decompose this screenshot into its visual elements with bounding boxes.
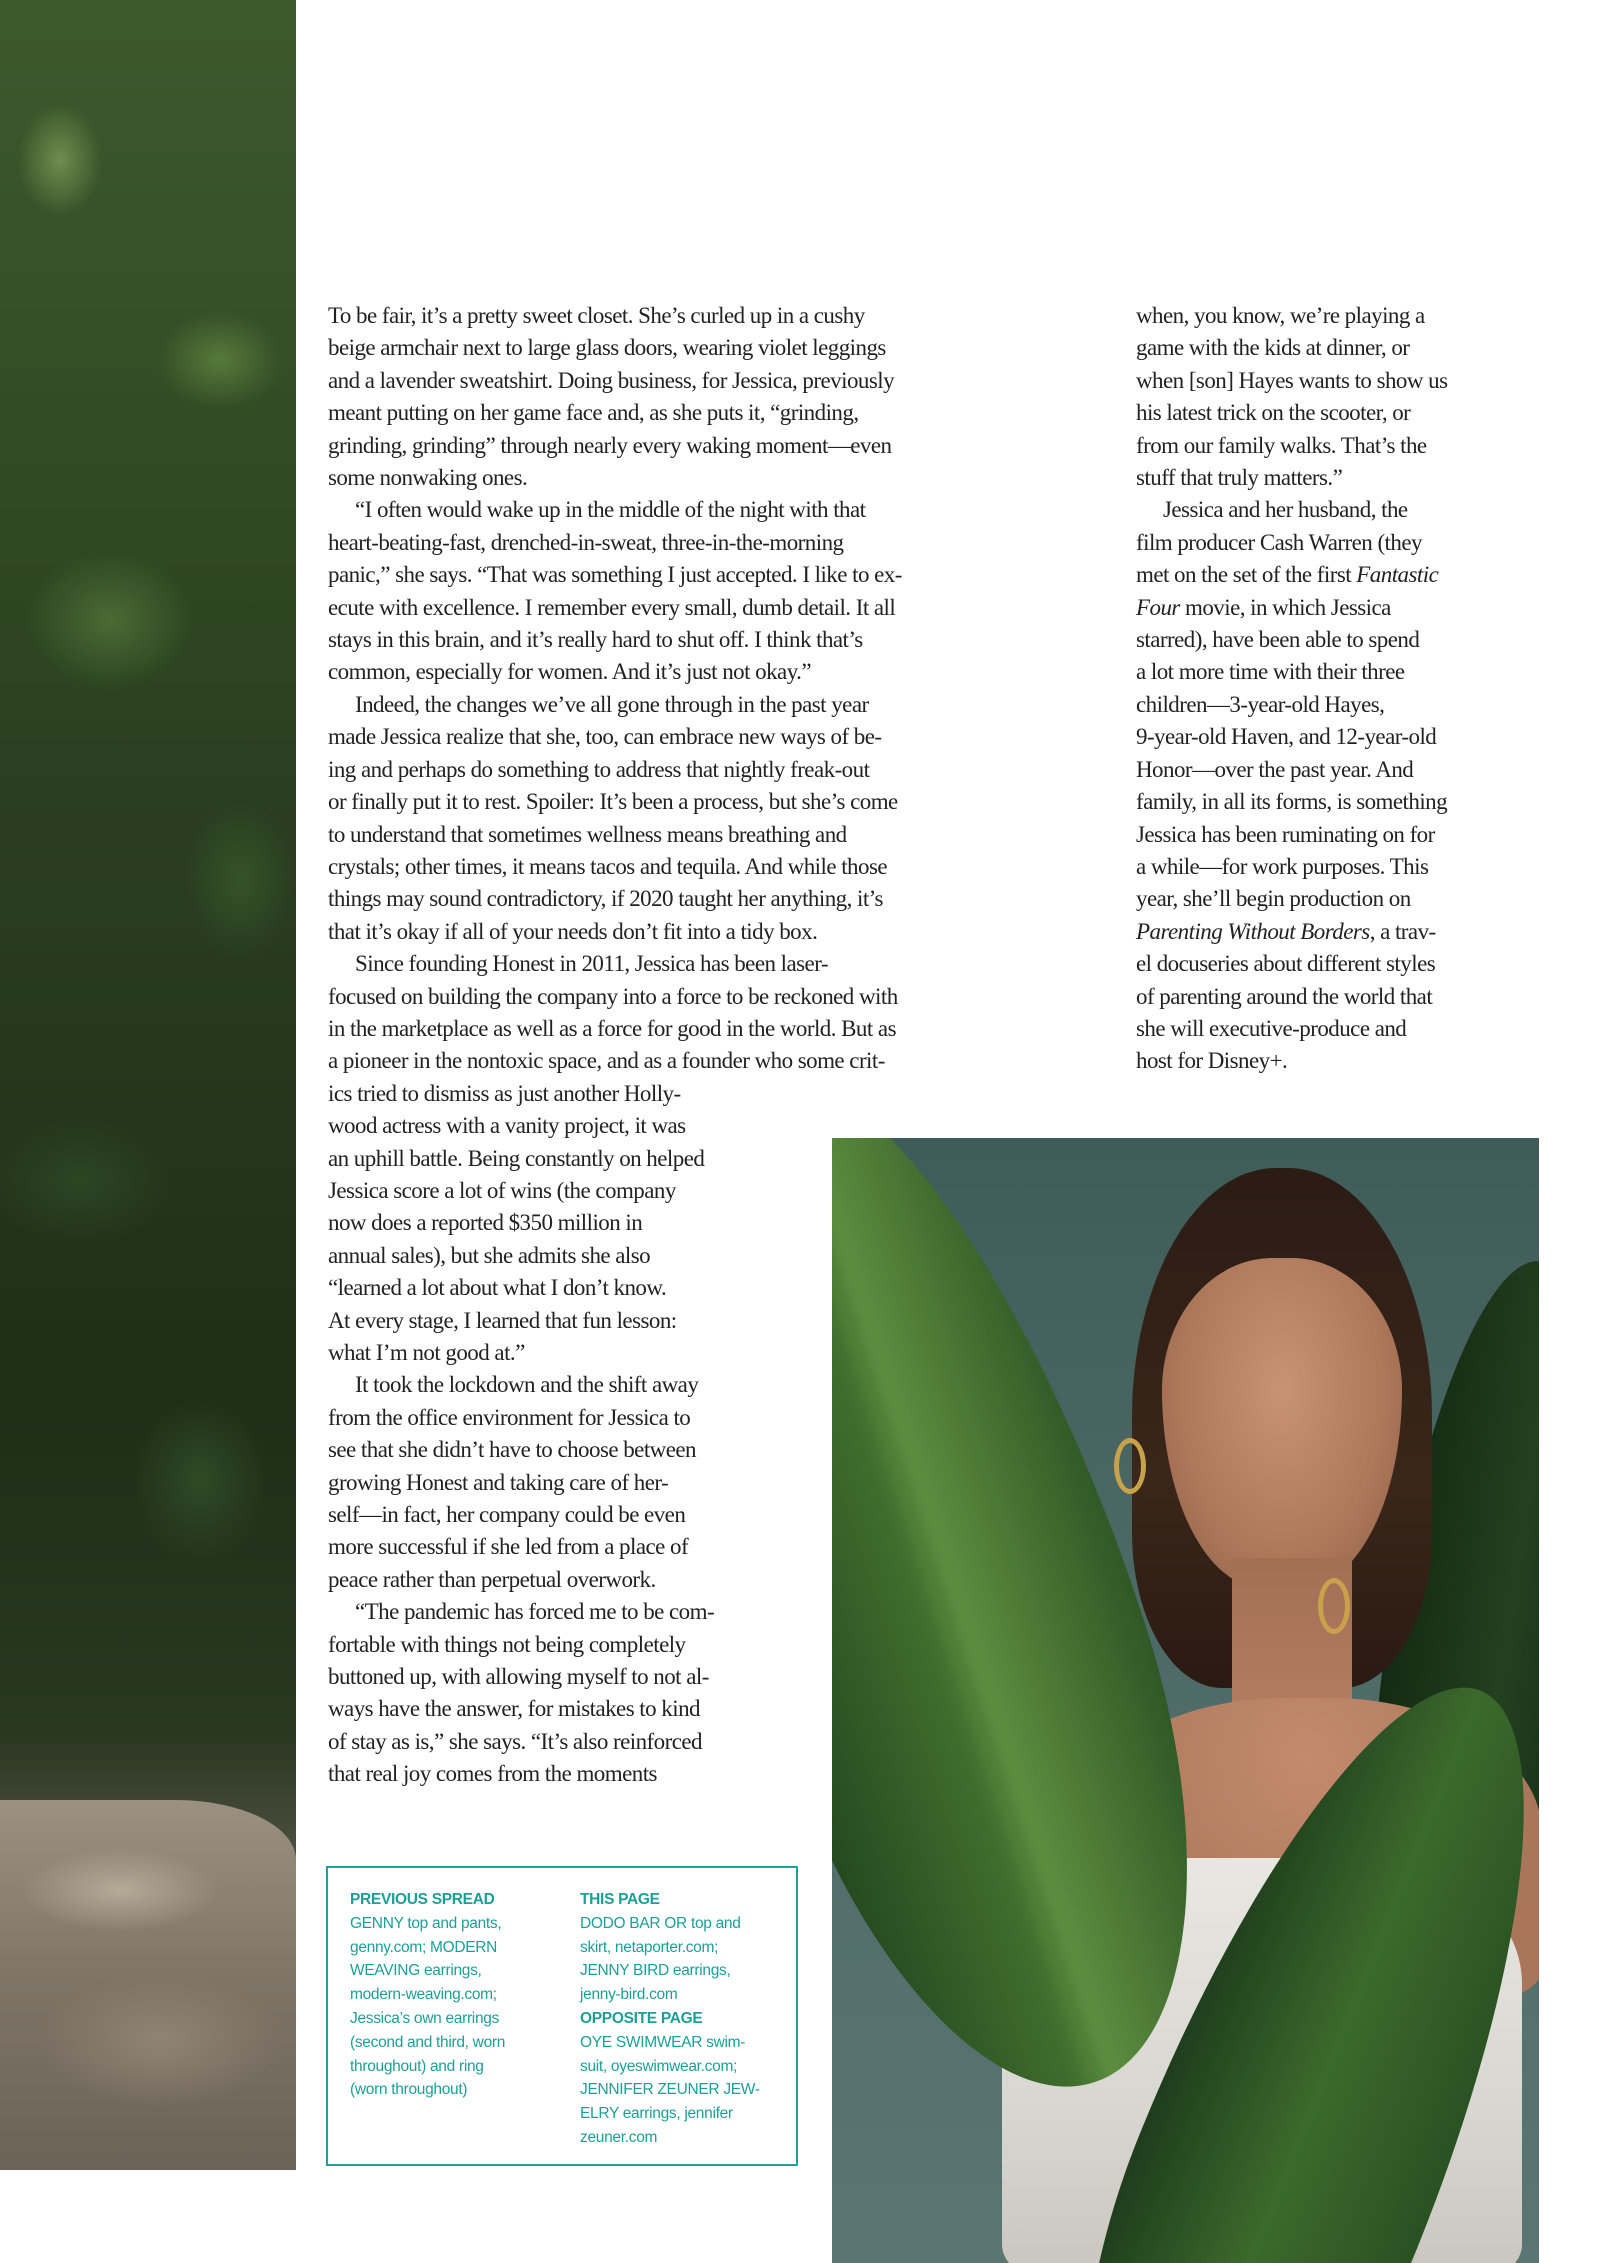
text-line: zeuner.com — [580, 2128, 658, 2146]
credits-heading: OPPOSITE PAGE — [580, 2009, 703, 2027]
text-line: skirt, netaporter.com; — [580, 1938, 719, 1956]
article-paragraph — [328, 1369, 902, 1596]
fashion-credits-box — [326, 1866, 798, 2166]
text-line: fortable with things not being completely — [328, 1631, 686, 1657]
credits-lines — [580, 2031, 760, 2150]
text-line: ics tried to dismiss as just another Holly- — [328, 1080, 681, 1106]
text-line: stuff that truly matters.” — [1136, 465, 1343, 491]
text-line: of parenting around the world that — [1136, 983, 1433, 1009]
text-line: modern-weaving.com; — [350, 1986, 497, 2004]
text-line: “I often would wake up in the middle of the night with that — [355, 497, 866, 523]
text-line: of stay as is,” she says. “It’s also reinforced — [328, 1728, 702, 1754]
text-line: a pioneer in the nontoxic space, and as a founder who some crit- — [328, 1048, 885, 1074]
text-line: peace rather than perpetual overwork. — [328, 1566, 656, 1592]
text-line: his latest trick on the scooter, or — [1136, 400, 1411, 426]
text-line: from our family walks. That’s the — [1136, 432, 1427, 458]
article-paragraph — [328, 494, 902, 688]
text-line: Jessica and her husband, the — [1163, 497, 1408, 523]
text-line: that it’s okay if all of your needs don’t fit into a tidy box. — [328, 918, 818, 944]
text-line: ing and perhaps do something to address that nightly freak-out — [328, 756, 870, 782]
text-line: when [son] Hayes wants to show us — [1136, 367, 1448, 393]
text-line: Parenting Without Borders, a trav- — [1136, 918, 1436, 944]
text-line: things may sound contradictory, if 2020 taught her anything, it’s — [328, 886, 883, 912]
text-line: Indeed, the changes we’ve all gone through in the past year — [355, 691, 869, 717]
earring-icon — [1318, 1578, 1350, 1634]
text-line: Since founding Honest in 2011, Jessica has been laser- — [355, 951, 828, 977]
text-line: children—3-year-old Hayes, — [1136, 691, 1385, 717]
text-line: DODO BAR OR top and — [580, 1914, 741, 1932]
text-line: “The pandemic has forced me to be com- — [355, 1599, 715, 1625]
text-line: suit, oyeswimwear.com; — [580, 2057, 738, 2075]
credits-heading: THIS PAGE — [580, 1891, 660, 1908]
text-line: ecute with excellence. I remember every small, dumb detail. It all — [328, 594, 896, 620]
text-line: film producer Cash Warren (they — [1136, 529, 1422, 555]
text-line: growing Honest and taking care of her- — [328, 1469, 669, 1495]
credits-column-this-page — [580, 1888, 760, 2150]
article-main-column — [328, 300, 902, 1791]
text-line: annual sales), but she admits she also — [328, 1242, 651, 1268]
text-line: throughout) and ring — [350, 2057, 484, 2075]
text-line: from the office environment for Jessica to — [328, 1404, 691, 1430]
foliage-photo — [0, 0, 296, 2170]
text-line: JENNIFER ZEUNER JEW- — [580, 2081, 760, 2099]
text-line: year, she’ll begin production on — [1136, 886, 1411, 912]
text-line: starred), have been able to spend — [1136, 627, 1420, 653]
text-line: Honor—over the past year. And — [1136, 756, 1414, 782]
text-line: (second and third, worn — [350, 2033, 506, 2051]
article-paragraph — [328, 948, 902, 1369]
text-line: game with the kids at dinner, or — [1136, 335, 1410, 361]
text-line: and a lavender sweatshirt. Doing business, for Jessica, previously — [328, 367, 895, 393]
portrait-photo — [832, 1138, 1539, 2263]
text-line: jenny-bird.com — [580, 1986, 678, 2004]
text-line: wood actress with a vanity project, it was — [328, 1113, 686, 1139]
text-line: made Jessica realize that she, too, can embrace new ways of be- — [328, 724, 882, 750]
text-line: to understand that sometimes wellness means breathing and — [328, 821, 847, 847]
text-line: ways have the answer, for mistakes to kind — [328, 1696, 700, 1722]
text-line: family, in all its forms, is something — [1136, 789, 1448, 815]
text-line: in the marketplace as well as a force for good in the world. But as — [328, 1015, 896, 1041]
text-line: It took the lockdown and the shift away — [355, 1372, 699, 1398]
text-line: see that she didn’t have to choose between — [328, 1437, 696, 1463]
text-line: crystals; other times, it means tacos and tequila. And while those — [328, 853, 888, 879]
earring-icon — [1114, 1438, 1146, 1494]
text-line: she will executive-produce and — [1136, 1015, 1407, 1041]
text-line: el docuseries about different styles — [1136, 951, 1436, 977]
text-line: that real joy comes from the moments — [328, 1761, 657, 1787]
rock-image — [0, 1800, 296, 2170]
text-line: some nonwaking ones. — [328, 465, 528, 491]
text-line: Jessica has been ruminating on for — [1136, 821, 1435, 847]
text-line: (worn throughout) — [350, 2081, 468, 2099]
text-line: OYE SWIMWEAR swim- — [580, 2033, 746, 2051]
portrait-face — [1162, 1258, 1402, 1588]
text-line: a while—for work purposes. This — [1136, 853, 1429, 879]
text-line: ELRY earrings, jennifer — [580, 2105, 733, 2123]
text-line: an uphill battle. Being constantly on helped — [328, 1145, 705, 1171]
text-line: stays in this brain, and it’s really hard to shut off. I think that’s — [328, 627, 863, 653]
credits-lines — [580, 1912, 760, 2007]
article-paragraph — [328, 300, 902, 494]
text-line: host for Disney+. — [1136, 1048, 1288, 1074]
text-line: focused on building the company into a force to be reckoned with — [328, 983, 898, 1009]
text-line: self—in fact, her company could be even — [328, 1502, 686, 1528]
text-line: meant putting on her game face and, as she puts it, “grinding, — [328, 400, 859, 426]
text-line: common, especially for women. And it’s just not okay.” — [328, 659, 812, 685]
article-side-column — [1136, 300, 1447, 1078]
text-line: To be fair, it’s a pretty sweet closet. She’s curled up in a cushy — [328, 303, 865, 328]
credits-heading: PREVIOUS SPREAD — [350, 1891, 495, 1908]
text-line: WEAVING earrings, — [350, 1962, 482, 1980]
text-line: GENNY top and pants, — [350, 1914, 502, 1932]
text-line: a lot more time with their three — [1136, 659, 1405, 685]
text-line: panic,” she says. “That was something I just accepted. I like to ex- — [328, 562, 902, 588]
text-line: 9-year-old Haven, and 12-year-old — [1136, 724, 1437, 750]
text-line: JENNY BIRD earrings, — [580, 1962, 731, 1980]
credits-column-previous-spread — [350, 1888, 505, 2102]
text-line: genny.com; MODERN — [350, 1938, 498, 1956]
text-line: grinding, grinding” through nearly every waking moment—even — [328, 432, 892, 458]
article-paragraph — [328, 1596, 902, 1790]
credits-lines — [350, 1912, 505, 2102]
text-line: Four movie, in which Jessica — [1136, 594, 1391, 620]
side-paragraph-1 — [1136, 300, 1447, 494]
text-line: “learned a lot about what I don’t know. — [328, 1275, 667, 1301]
text-line: when, you know, we’re playing a — [1136, 303, 1425, 328]
text-line: met on the set of the first Fantastic — [1136, 562, 1439, 588]
text-line: beige armchair next to large glass doors, wearing violet leggings — [328, 335, 886, 361]
side-paragraph-2 — [1136, 494, 1447, 1077]
text-line: Jessica’s own earrings — [350, 2009, 500, 2027]
article-paragraph — [328, 689, 902, 948]
text-line: now does a reported $350 million in — [328, 1210, 643, 1236]
text-line: Jessica score a lot of wins (the company — [328, 1177, 676, 1203]
text-line: or finally put it to rest. Spoiler: It’s been a process, but she’s come — [328, 789, 898, 815]
text-line: more successful if she led from a place of — [328, 1534, 689, 1560]
text-line: At every stage, I learned that fun lesson: — [328, 1307, 677, 1333]
text-line: heart-beating-fast, drenched-in-sweat, three-in-the-morning — [328, 529, 844, 555]
text-line: buttoned up, with allowing myself to not al- — [328, 1664, 709, 1690]
text-line: what I’m not good at.” — [328, 1340, 525, 1365]
